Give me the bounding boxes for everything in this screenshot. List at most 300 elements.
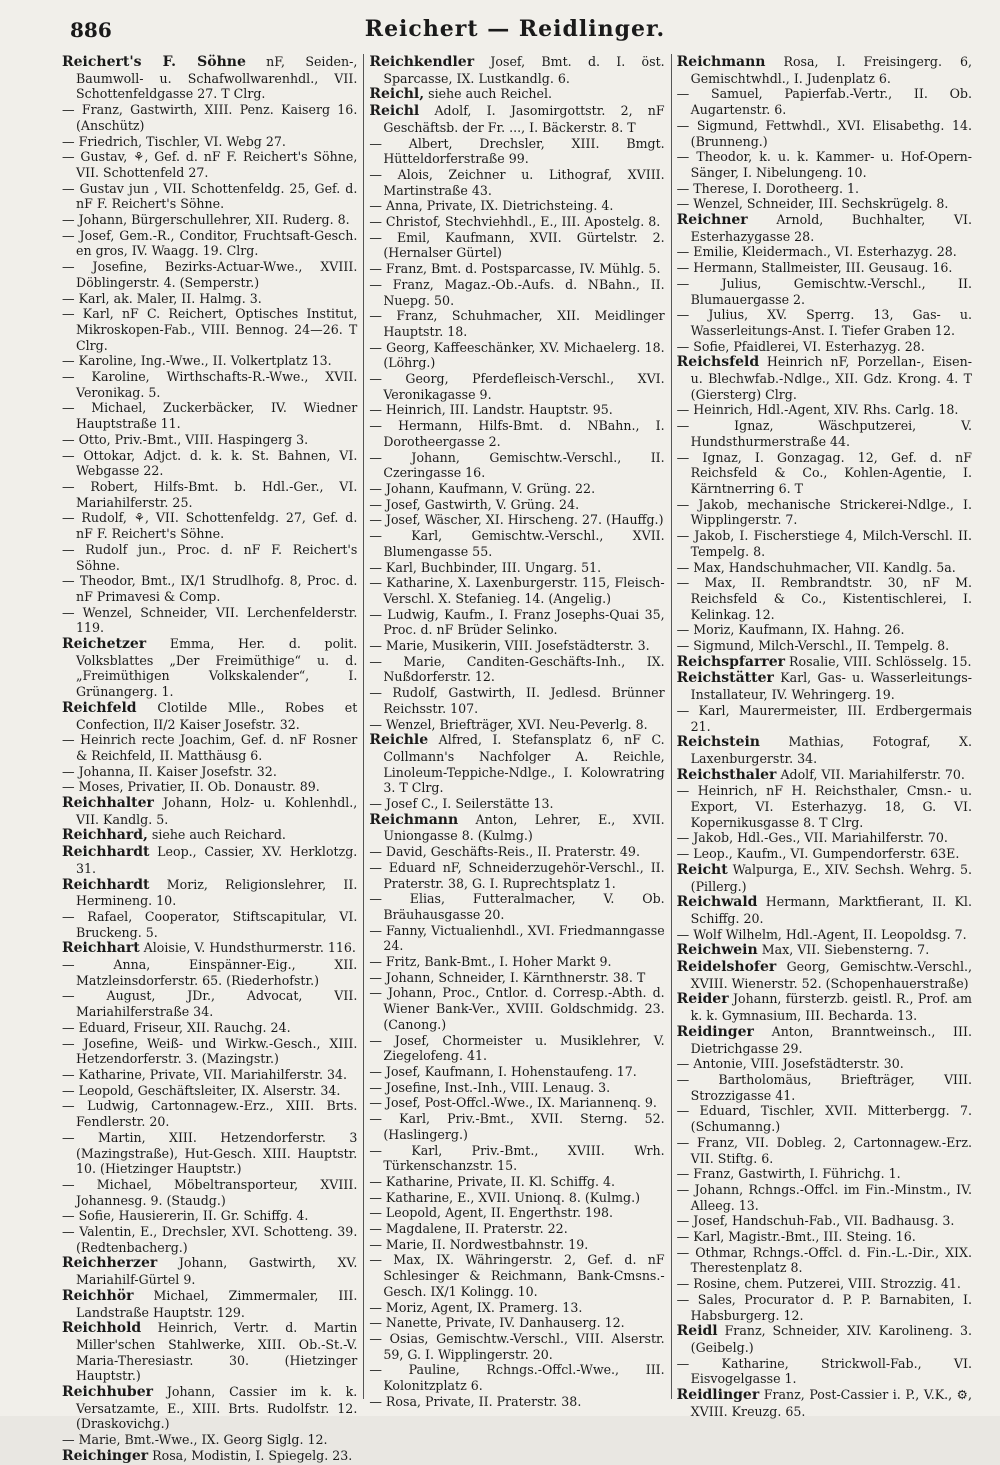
entry-surname: Reichinger: [62, 1447, 149, 1464]
entry-text: — Johann, Schneider, I. Kärnthnerstr. 38. T: [369, 969, 646, 985]
entry-surname: Reichsfeld: [676, 354, 760, 371]
entry-surname: Reichl: [369, 103, 420, 120]
directory-columns: [62, 54, 972, 1464]
directory-entry: [677, 703, 972, 734]
entry-text: Arnold, Buchhalter, VI. Esterhazygasse 28.: [690, 212, 972, 244]
entry-surname: Reidinger: [676, 1023, 754, 1040]
entry-text: Johann, fürsterzb. geistl. R., Prof. am k. k. Gymnasium, III. Becharda. 13.: [690, 991, 972, 1024]
directory-entry: [369, 1095, 664, 1111]
directory-entry: [369, 812, 664, 844]
directory-entry: [677, 670, 972, 702]
entry-surname: Reichstätter: [676, 670, 774, 687]
directory-entry: [62, 844, 357, 876]
directory-entry: [677, 1166, 972, 1182]
directory-entry: [62, 259, 357, 290]
directory-entry: [677, 1276, 972, 1292]
directory-entry: [62, 1432, 357, 1448]
directory-entry: [369, 512, 664, 528]
directory-entry: [677, 560, 972, 576]
directory-entry: [677, 927, 972, 943]
directory-entry: [369, 970, 664, 986]
directory-entry: [369, 1252, 664, 1299]
directory-entry: [369, 1237, 664, 1253]
directory-entry: [369, 1221, 664, 1237]
directory-entry: [677, 1245, 972, 1276]
entry-surname: Reidlinger: [676, 1387, 760, 1404]
directory-entry: [369, 418, 664, 449]
entry-text: Hermann, Marktfierant, II. Kl. Schiffg. 20.: [690, 894, 972, 926]
entry-text: — Josef, Handschuh-Fab., VII. Badhausg. 3.: [676, 1213, 955, 1229]
directory-entry: [677, 402, 972, 418]
entry-text: — Theodor, k. u. k. Kammer- u. Hof-Opern-Sänger, I. Nibelungeng. 10.: [676, 149, 972, 180]
entry-text: siehe auch Reichard.: [151, 827, 286, 843]
entry-text: Emma, Her. d. polit. Volksblattes „Der Freimüthige“ u. d. „Freimüthigen Volkskalender“, I. Grünangerg. 1.: [76, 636, 358, 700]
entry-text: — Elias, Futteralmacher, V. Ob. Bräuhausgasse 20.: [369, 891, 665, 922]
entry-text: — Christof, Stechviehhdl., E., III. Apostelg. 8.: [369, 214, 661, 230]
entry-text: — Josef, Chormeister u. Musiklehrer, V. Ziegelofeng. 41.: [369, 1032, 665, 1064]
entry-text: — Gustav, ⚘, Gef. d. nF F. Reichert's Söhne, VII. Schottenfeld 27.: [62, 149, 358, 180]
directory-entry: [62, 909, 357, 940]
directory-entry: [369, 1174, 664, 1190]
entry-text: — Julius, Gemischtw.-Verschl., II. Blumauergasse 2.: [676, 275, 972, 307]
entry-text: Heinrich nF, Porzellan-, Eisen- u. Blechwfab.-Ndlge., XII. Gdz. Krong. 4. T (Giersterg) Clrg.: [690, 354, 972, 402]
entry-text: — Ludwig, Cartonnagew.-Erz., XIII. Brts. Fendlerstr. 20.: [62, 1098, 358, 1130]
directory-entry: [369, 1331, 664, 1362]
directory-entry: [369, 1064, 664, 1080]
directory-entry: [369, 575, 664, 606]
entry-text: — Johann, Kaufmann, V. Grüng. 22.: [369, 480, 596, 496]
entry-text: Michael, Zimmermaler, III. Landstraße Hauptstr. 129.: [76, 1287, 358, 1320]
page-number: 886: [70, 18, 112, 42]
entry-text: — Magdalene, II. Praterstr. 22.: [369, 1221, 568, 1237]
directory-entry: [369, 371, 664, 402]
directory-entry: [369, 1315, 664, 1331]
directory-entry: [677, 638, 972, 654]
directory-entry: [369, 136, 664, 167]
directory-entry: [369, 685, 664, 716]
entry-text: — Josefine, Inst.-Inh., VIII. Lenaug. 3.: [369, 1079, 611, 1095]
directory-entry: [62, 54, 357, 102]
entry-surname: Reichstein: [676, 734, 760, 751]
directory-entry: [62, 102, 357, 133]
entry-text: — David, Geschäfts-Reis., II. Praterstr. 49.: [369, 844, 640, 860]
entry-text: nF, Seiden-, Baumwoll- u. Schafwollwarenhdl., VII. Schottenfeldgasse 27. T Clrg.: [76, 54, 358, 102]
directory-entry: [62, 510, 357, 541]
entry-text: — Marie, Canditen-Geschäfts-Inh., IX. Nußdorferstr. 12.: [369, 653, 665, 685]
directory-entry: [369, 654, 664, 685]
entry-text: — Josef, Gastwirth, V. Grüng. 24.: [369, 496, 580, 512]
directory-entry: [677, 846, 972, 862]
directory-entry: [369, 1362, 664, 1393]
entry-text: — Johann, Rchngs.-Offcl. im Fin.-Minstm., IV. Alleeg. 13.: [676, 1181, 972, 1213]
entry-text: — Heinrich recte Joachim, Gef. d. nF Rosner & Reichfeld, II. Matthäusg 6.: [62, 732, 358, 763]
entry-text: — Wenzel, Schneider, VII. Lerchenfelderstr. 119.: [62, 604, 358, 636]
directory-entry: [62, 1224, 357, 1255]
directory-entry: [369, 402, 664, 418]
directory-entry: [62, 1098, 357, 1129]
entry-text: — Jakob, mechanische Strickerei-Ndlge., I. Wipplingerstr. 7.: [676, 496, 972, 528]
entry-text: Georg, Gemischtw.-Verschl., XVIII. Wienerstr. 52. (Schopenhauerstraße): [690, 959, 972, 991]
directory-entry: [369, 1300, 664, 1316]
running-title: Reichert — Reidlinger.: [364, 16, 666, 42]
entry-text: — Otto, Priv.-Bmt., VIII. Haspingerg 3.: [62, 431, 309, 447]
directory-entry: [369, 277, 664, 308]
entry-text: — Anna, Einspänner-Eig., XII. Matzleinsdorferstr. 65. (Riederhofstr.): [62, 957, 358, 988]
directory-entry: [62, 1020, 357, 1036]
entry-text: — Ignaz, I. Gonzagag. 12, Gef. d. nF Reichsfeld & Co., Kohlen-Agentie, I. Kärntnerring 6. T: [676, 449, 972, 496]
directory-entry: [677, 1072, 972, 1103]
directory-entry: [677, 181, 972, 197]
entry-text: siehe auch Reichel.: [428, 86, 553, 102]
entry-text: Johann, Cassier im k. k. Versatzamte, E., XIII. Brts. Rudolfstr. 12. (Draskovichg.): [76, 1384, 358, 1432]
entry-text: — Ottokar, Adjct. d. k. k. St. Bahnen, VI. Webgasse 22.: [62, 447, 358, 479]
entry-text: — Julius, XV. Sperrg. 13, Gas- u. Wasserleitungs-Anst. I. Tiefer Graben 12.: [676, 307, 972, 338]
entry-text: — Georg, Kaffeeschänker, XV. Michaelerg. 18. (Löhrg.): [369, 339, 665, 371]
directory-entry: [677, 212, 972, 244]
directory-entry: [677, 528, 972, 559]
directory-entry: [677, 118, 972, 149]
directory-entry: [62, 779, 357, 795]
directory-entry: [677, 1356, 972, 1387]
directory-entry: [369, 796, 664, 812]
entry-surname: Reichetzer: [62, 636, 147, 653]
entry-text: — Sofie, Hausiererin, II. Gr. Schiffg. 4.: [62, 1208, 309, 1224]
entry-surname: Reichmann: [369, 811, 459, 828]
directory-entry: [62, 542, 357, 573]
entry-text: Leop., Cassier, XV. Herklotzg. 31.: [76, 844, 358, 876]
entry-text: — Albert, Drechsler, XIII. Bmgt. Hütteldorferstraße 99.: [369, 135, 665, 167]
entry-surname: Reichner: [676, 212, 748, 229]
entry-text: Johann, Holz- u. Kohlenhdl., VII. Kandlg. 5.: [76, 795, 358, 827]
entry-text: — Leopold, Agent, II. Engerthstr. 198.: [369, 1205, 614, 1221]
entry-text: — Sigmund, Milch-Verschl., II. Tempelg. 8.: [676, 638, 950, 654]
directory-entry: [677, 1182, 972, 1213]
directory-entry: [677, 450, 972, 497]
directory-entry: [62, 479, 357, 510]
entry-text: Alfred, I. Stefansplatz 6, nF C. Collmann's Nachfolger A. Reichle, Linoleum-Teppiche-Ndlge., I. Kolowratring 3. T Clrg.: [383, 732, 665, 796]
entry-text: — Franz, Schuhmacher, XII. Meidlinger Hauptstr. 18.: [369, 308, 665, 339]
entry-text: Josef, Bmt. d. I. öst. Sparcasse, IX. Lustkandlg. 6.: [383, 54, 665, 86]
entry-text: Mathias, Fotograf, X. Laxenburgerstr. 34.: [690, 734, 972, 766]
entry-surname: Reichl,: [369, 86, 425, 103]
directory-entry: [677, 991, 972, 1023]
directory-entry: [369, 54, 664, 86]
entry-text: — Robert, Hilfs-Bmt. b. Hdl.-Ger., VI. Mariahilferstr. 25.: [62, 478, 358, 510]
entry-text: — Sofie, Pfaidlerei, VI. Esterhazyg. 28.: [676, 338, 925, 354]
directory-entry: [677, 354, 972, 402]
entry-text: — Karl, Magistr.-Bmt., III. Steing. 16.: [676, 1229, 916, 1245]
directory-entry: [369, 1205, 664, 1221]
directory-entry: [677, 767, 972, 784]
entry-text: — Karl, Maurermeister, III. Erdbergermais 21.: [676, 702, 972, 734]
directory-entry: [369, 985, 664, 1032]
entry-text: — Eduard, Friseur, XII. Rauchg. 24.: [62, 1019, 291, 1035]
directory-entry: [62, 605, 357, 636]
entry-text: — Rafael, Cooperator, Stiftscapitular, VI. Bruckeng. 5.: [62, 908, 358, 940]
entry-surname: Reichspfarrer: [676, 653, 786, 670]
directory-entry: [677, 260, 972, 276]
directory-entry: [677, 1103, 972, 1134]
directory-entry: [677, 244, 972, 260]
directory-entry: [677, 1229, 972, 1245]
directory-entry: [677, 418, 972, 449]
entry-text: — Karl, Priv.-Bmt., XVII. Sterng. 52. (Haslingerg.): [369, 1111, 665, 1142]
entry-surname: Reichwein: [676, 942, 758, 959]
directory-entry: [369, 103, 664, 135]
entry-text: — Wenzel, Schneider, III. Sechskrügelg. 8.: [676, 196, 949, 212]
entry-surname: Reichhard,: [62, 827, 148, 844]
directory-entry: [677, 1323, 972, 1355]
entry-text: — Valentin, E., Drechsler, XVI. Schotteng. 39. (Redtenbacherg.): [62, 1224, 358, 1255]
entry-text: Karl, Gas- u. Wasserleitungs-Installateur, IV. Wehringerg. 19.: [690, 670, 972, 703]
entry-text: Rosalie, VIII. Schlösselg. 15.: [789, 653, 972, 669]
directory-entry: [677, 862, 972, 894]
directory-entry: [369, 1080, 664, 1096]
entry-text: — Bartholomäus, Briefträger, VIII. Strozzigasse 41.: [676, 1072, 972, 1103]
entry-text: Aloisie, V. Hundsthurmerstr. 116.: [143, 940, 356, 956]
directory-entry: [62, 228, 357, 259]
entry-text: — Franz, Bmt. d. Postsparcasse, IV. Mühlg. 5.: [369, 261, 661, 277]
directory-entry: [369, 638, 664, 654]
directory-entry: [62, 1083, 357, 1099]
directory-entry: [677, 1387, 972, 1419]
entry-surname: Reichmann: [676, 54, 766, 70]
entry-text: — Katharine, E., XVII. Unionq. 8. (Kulmg.): [369, 1189, 640, 1205]
entry-text: — Franz, Gastwirth, I. Führichg. 1.: [676, 1166, 901, 1182]
directory-entry: [369, 717, 664, 733]
directory-entry: [677, 54, 972, 86]
entry-text: — Josef, Gem.-R., Conditor, Fruchtsaft-Gesch. en gros, IV. Waagg. 19. Clrg.: [62, 227, 358, 259]
entry-text: — Josef, Kaufmann, I. Hohenstaufeng. 17.: [369, 1064, 637, 1079]
directory-entry: [677, 497, 972, 528]
entry-text: — Hermann, Hilfs-Bmt. d. NBahn., I. Dorotheergasse 2.: [369, 418, 665, 449]
entry-surname: Reichhör: [62, 1287, 134, 1304]
directory-entry: [369, 954, 664, 970]
directory-entry: [369, 481, 664, 497]
entry-surname: Reichfeld: [62, 699, 137, 716]
directory-entry: [62, 957, 357, 988]
entry-text: — Karl, Gemischtw.-Verschl., XVII. Blumengasse 55.: [369, 528, 665, 559]
entry-text: — August, JDr., Advocat, VII. Mariahilferstraße 34.: [62, 988, 358, 1020]
entry-text: — Leop., Kaufm., VI. Gumpendorferstr. 63E.: [676, 846, 960, 862]
entry-text: — Hermann, Stallmeister, III. Geusaug. 16.: [676, 260, 953, 276]
entry-text: — Rudolf, ⚘, VII. Schottenfeldg. 27, Gef. d. nF F. Reichert's Söhne.: [62, 510, 358, 542]
entry-text: Clotilde Mlle., Robes et Confection, II/2 Kaiser Josefstr. 32.: [76, 699, 358, 732]
directory-entry: [62, 636, 357, 700]
entry-surname: Reichhardt: [62, 844, 150, 861]
entry-surname: Reicht: [676, 861, 728, 878]
entry-text: — Karl, nF C. Reichert, Optisches Institut, Mikroskopen-Fab., VIII. Bennog. 24—26. T Clrg.: [62, 306, 358, 353]
directory-entry: [677, 942, 972, 959]
entry-text: — Franz, VII. Dobleg. 2, Cartonnagew.-Erz. VII. Stiftg. 6.: [676, 1134, 972, 1166]
directory-entry: [369, 167, 664, 198]
entry-text: Max, VII. Siebensterng. 7.: [761, 942, 930, 958]
entry-text: — Pauline, Rchngs.-Offcl.-Wwe., III. Kolonitzplatz 6.: [369, 1362, 665, 1394]
entry-text: — Josef, Wäscher, XI. Hirscheng. 27. (Hauffg.): [369, 512, 664, 528]
entry-surname: Reidelshofer: [676, 959, 777, 976]
column-right: [671, 54, 972, 1419]
directory-entry: [677, 1024, 972, 1056]
entry-surname: Reichhold: [62, 1320, 142, 1337]
entry-text: — Emil, Kaufmann, XVII. Gürtelstr. 2. (Hernalser Gürtel): [369, 229, 665, 261]
directory-entry: [369, 1190, 664, 1206]
directory-entry: [677, 149, 972, 180]
entry-text: — Leopold, Geschäftsleiter, IX. Alserstr. 34.: [62, 1082, 341, 1098]
entry-text: Franz, Post-Cassier i. P., V.K., ⚙, XVIII. Kreuzg. 65.: [690, 1387, 972, 1419]
entry-text: Rosa, I. Freisingerg. 6, Gemischtwhdl., I. Judenplatz 6.: [690, 54, 972, 86]
entry-text: — Wolf Wilhelm, Hdl.-Agent, II. Leopoldsg. 7.: [676, 926, 967, 942]
directory-entry: [369, 308, 664, 339]
entry-text: Moriz, Religionslehrer, II. Hermineng. 10.: [76, 876, 358, 909]
entry-text: — Marie, Musikerin, VIII. Josefstädterstr. 3.: [369, 638, 650, 654]
entry-text: — Wenzel, Briefträger, XVI. Neu-Peverlg. 8.: [369, 716, 648, 732]
directory-entry: [677, 196, 972, 212]
entry-surname: Reichert's F. Söhne: [62, 54, 246, 70]
directory-entry: [62, 573, 357, 604]
entry-text: — Ignaz, Wäschputzerei, V. Hundsthurmerstraße 44.: [676, 418, 972, 449]
entry-text: — Othmar, Rchngs.-Offcl. d. Fin.-L.-Dir., XIX. Therestenplatz 8.: [676, 1244, 972, 1276]
directory-entry: [369, 732, 664, 796]
entry-text: — Nanette, Private, IV. Danhauserg. 12.: [369, 1315, 625, 1331]
entry-text: — Rosine, chem. Putzerei, VIII. Strozzig. 41.: [676, 1276, 961, 1292]
entry-text: — Max, II. Rembrandtstr. 30, nF M. Reichsfeld & Co., Kistentischlerei, I. Kelinkag. 12.: [676, 575, 972, 622]
directory-entry: [677, 830, 972, 846]
entry-text: — Karoline, Ing.-Wwe., II. Volkertplatz 13.: [62, 353, 332, 369]
entry-text: — Moriz, Agent, IX. Pramerg. 13.: [369, 1299, 583, 1315]
directory-entry: [369, 560, 664, 576]
directory-entry: [369, 198, 664, 214]
directory-entry: [677, 1213, 972, 1229]
directory-entry: [62, 1384, 357, 1432]
directory-entry: [62, 1130, 357, 1177]
entry-surname: Reichhalter: [62, 795, 154, 812]
directory-entry: [62, 1208, 357, 1224]
entry-text: — Emilie, Kleidermach., VI. Esterhazyg. 28.: [676, 244, 957, 260]
entry-text: — Karl, ak. Maler, II. Halmg. 3.: [62, 290, 262, 306]
entry-text: Anton, Branntweinsch., III. Dietrichgasse 29.: [690, 1023, 972, 1056]
directory-entry: [62, 988, 357, 1019]
entry-text: — Josefine, Bezirks-Actuar-Wwe., XVIII. Döblingerstr. 4. (Semperstr.): [62, 259, 358, 290]
column-left: [62, 54, 358, 1464]
entry-text: — Osias, Gemischtw.-Verschl., VIII. Alserstr. 59, G. I. Wipplingerstr. 20.: [369, 1330, 665, 1362]
entry-text: — Gustav jun , VII. Schottenfeldg. 25, Gef. d. nF F. Reichert's Söhne.: [62, 180, 358, 212]
entry-text: Franz, Schneider, XIV. Karolineng. 3. (Geibelg.): [690, 1323, 972, 1355]
directory-entry: [62, 1288, 357, 1320]
directory-entry: [62, 291, 357, 307]
entry-text: Rosa, Modistin, I. Spiegelg. 23.: [152, 1447, 353, 1463]
entry-text: — Heinrich, III. Landstr. Hauptstr. 95.: [369, 402, 613, 418]
directory-entry: [62, 369, 357, 400]
directory-entry: [62, 212, 357, 228]
directory-entry: [62, 732, 357, 763]
entry-text: — Katharine, X. Laxenburgerstr. 115, Fleisch-Verschl. X. Stefanieg. 14. (Angelig.): [369, 575, 665, 606]
entry-text: — Max, Handschuhmacher, VII. Kandlg. 5a.: [676, 559, 956, 575]
entry-text: Adolf, I. Jasomirgottstr. 2, nF Geschäftsb. der Fr. ..., I. Bäckerstr. 8. T: [383, 103, 665, 135]
directory-entry: [369, 450, 664, 481]
directory-entry: [62, 877, 357, 909]
entry-text: — Josefine, Weiß- und Wirkw.-Gesch., XIII. Hetzendorferstr. 3. (Mazingstr.): [62, 1035, 358, 1067]
directory-entry: [62, 764, 357, 780]
entry-text: Adolf, VII. Mariahilferstr. 70.: [780, 766, 965, 782]
directory-entry: [369, 230, 664, 261]
directory-entry: [369, 844, 664, 860]
entry-text: — Johann, Bürgerschullehrer, XII. Ruderg. 8.: [62, 212, 350, 228]
entry-surname: Reider: [676, 991, 729, 1008]
entry-text: Walpurga, E., XIV. Sechsh. Wehrg. 5. (Pillerg.): [690, 861, 972, 894]
directory-entry: [62, 1067, 357, 1083]
entry-text: — Marie, II. Nordwestbahnstr. 19.: [369, 1236, 589, 1252]
entry-text: — Moses, Privatier, II. Ob. Donaustr. 89.: [62, 779, 320, 795]
directory-entry: [62, 1036, 357, 1067]
directory-entry: [369, 607, 664, 638]
directory-entry: [62, 1448, 357, 1465]
directory-entry: [62, 1255, 357, 1287]
directory-entry: [62, 448, 357, 479]
entry-text: — Karl, Buchbinder, III. Ungarg. 51.: [369, 559, 602, 575]
directory-entry: [677, 339, 972, 355]
entry-surname: Reichherzer: [62, 1255, 158, 1272]
directory-entry: [677, 575, 972, 622]
entry-text: — Fanny, Victualienhdl., XVI. Friedmanngasse 24.: [369, 922, 665, 954]
entry-text: Anton, Lehrer, E., XVII. Uniongasse 8. (Kulmg.): [383, 811, 665, 844]
directory-entry: [369, 891, 664, 922]
directory-entry: [62, 1177, 357, 1208]
entry-text: — Rudolf, Gastwirth, II. Jedlesd. Brünner Reichsstr. 107.: [369, 685, 665, 716]
entry-text: — Marie, Bmt.-Wwe., IX. Georg Siglg. 12.: [62, 1432, 328, 1448]
entry-text: — Michael, Möbeltransporteur, XVIII. Johannesg. 9. (Staudg.): [62, 1176, 358, 1208]
entry-text: — Ludwig, Kaufm., I. Franz Josephs-Quai 35, Proc. d. nF Brüder Selinko.: [369, 606, 665, 638]
directory-entry: [369, 528, 664, 559]
directory-entry: [677, 783, 972, 830]
entry-text: Heinrich, Vertr. d. Martin Miller'schen Stahlwerke, XIII. Ob.-St.-V. Maria-Theresiastr. 30. (Hietzinger Hauptstr.): [76, 1320, 358, 1384]
entry-text: — Katharine, Strickwoll-Fab., VI. Eisvogelgasse 1.: [676, 1355, 972, 1387]
entry-text: — Heinrich, Hdl.-Agent, XIV. Rhs. Carlg. 18.: [676, 402, 959, 418]
entry-text: — Josef, Post-Offcl.-Wwe., IX. Mariannenq. 9.: [369, 1095, 657, 1111]
column-middle: [363, 54, 665, 1409]
entry-surname: Reidl: [676, 1323, 718, 1340]
directory-entry: [62, 795, 357, 827]
directory-entry: [677, 86, 972, 117]
entry-text: — Rudolf jun., Proc. d. nF F. Reichert's Söhne.: [62, 541, 358, 573]
entry-text: — Rosa, Private, II. Praterstr. 38.: [369, 1393, 582, 1409]
directory-entry: [62, 134, 357, 150]
entry-text: — Johann, Proc., Cntlor. d. Corresp.-Abth. d. Wiener Bank-Ver., XVIII. Goldschmidg. 23. (Canong.): [369, 985, 665, 1032]
entry-text: — Therese, I. Dorotheerg. 1.: [676, 180, 860, 196]
entry-text: — Sigmund, Fettwhdl., XVI. Elisabethg. 14. (Brunneng.): [676, 117, 972, 149]
directory-entry: [62, 432, 357, 448]
directory-entry: [369, 340, 664, 371]
entry-text: — Johann, Gemischtw.-Verschl., II. Czeringasse 16.: [369, 449, 665, 481]
directory-entry: [62, 149, 357, 180]
entry-surname: Reichwald: [676, 894, 758, 911]
entry-text: — Eduard nF, Schneiderzugehör-Verschl., II. Praterstr. 38, G. I. Ruprechtsplatz 1.: [369, 859, 665, 891]
directory-entry: [677, 622, 972, 638]
directory-entry: [369, 1033, 664, 1064]
directory-entry: [369, 497, 664, 513]
entry-text: — Johanna, II. Kaiser Josefstr. 32.: [62, 763, 277, 779]
entry-text: — Heinrich, nF H. Reichsthaler, Cmsn.- u. Export, VI. Esterhazyg. 18, G. VI. Kopernikusgasse 8. T Clrg.: [676, 783, 972, 830]
directory-entry: [369, 1143, 664, 1174]
entry-text: — Franz, Gastwirth, XIII. Penz. Kaiserg 16. (Anschütz): [62, 102, 358, 133]
directory-entry: [369, 923, 664, 954]
directory-entry: [369, 860, 664, 891]
directory-entry: [62, 827, 357, 844]
entry-text: — Katharine, Private, II. Kl. Schiffg. 4.: [369, 1173, 616, 1189]
entry-text: — Anna, Private, IX. Dietrichsteing. 4.: [369, 198, 614, 214]
entry-text: — Theodor, Bmt., IX/1 Strudlhofg. 8, Proc. d. nF Primavesi & Comp.: [62, 573, 358, 604]
directory-entry: [677, 307, 972, 338]
directory-entry: [677, 734, 972, 766]
